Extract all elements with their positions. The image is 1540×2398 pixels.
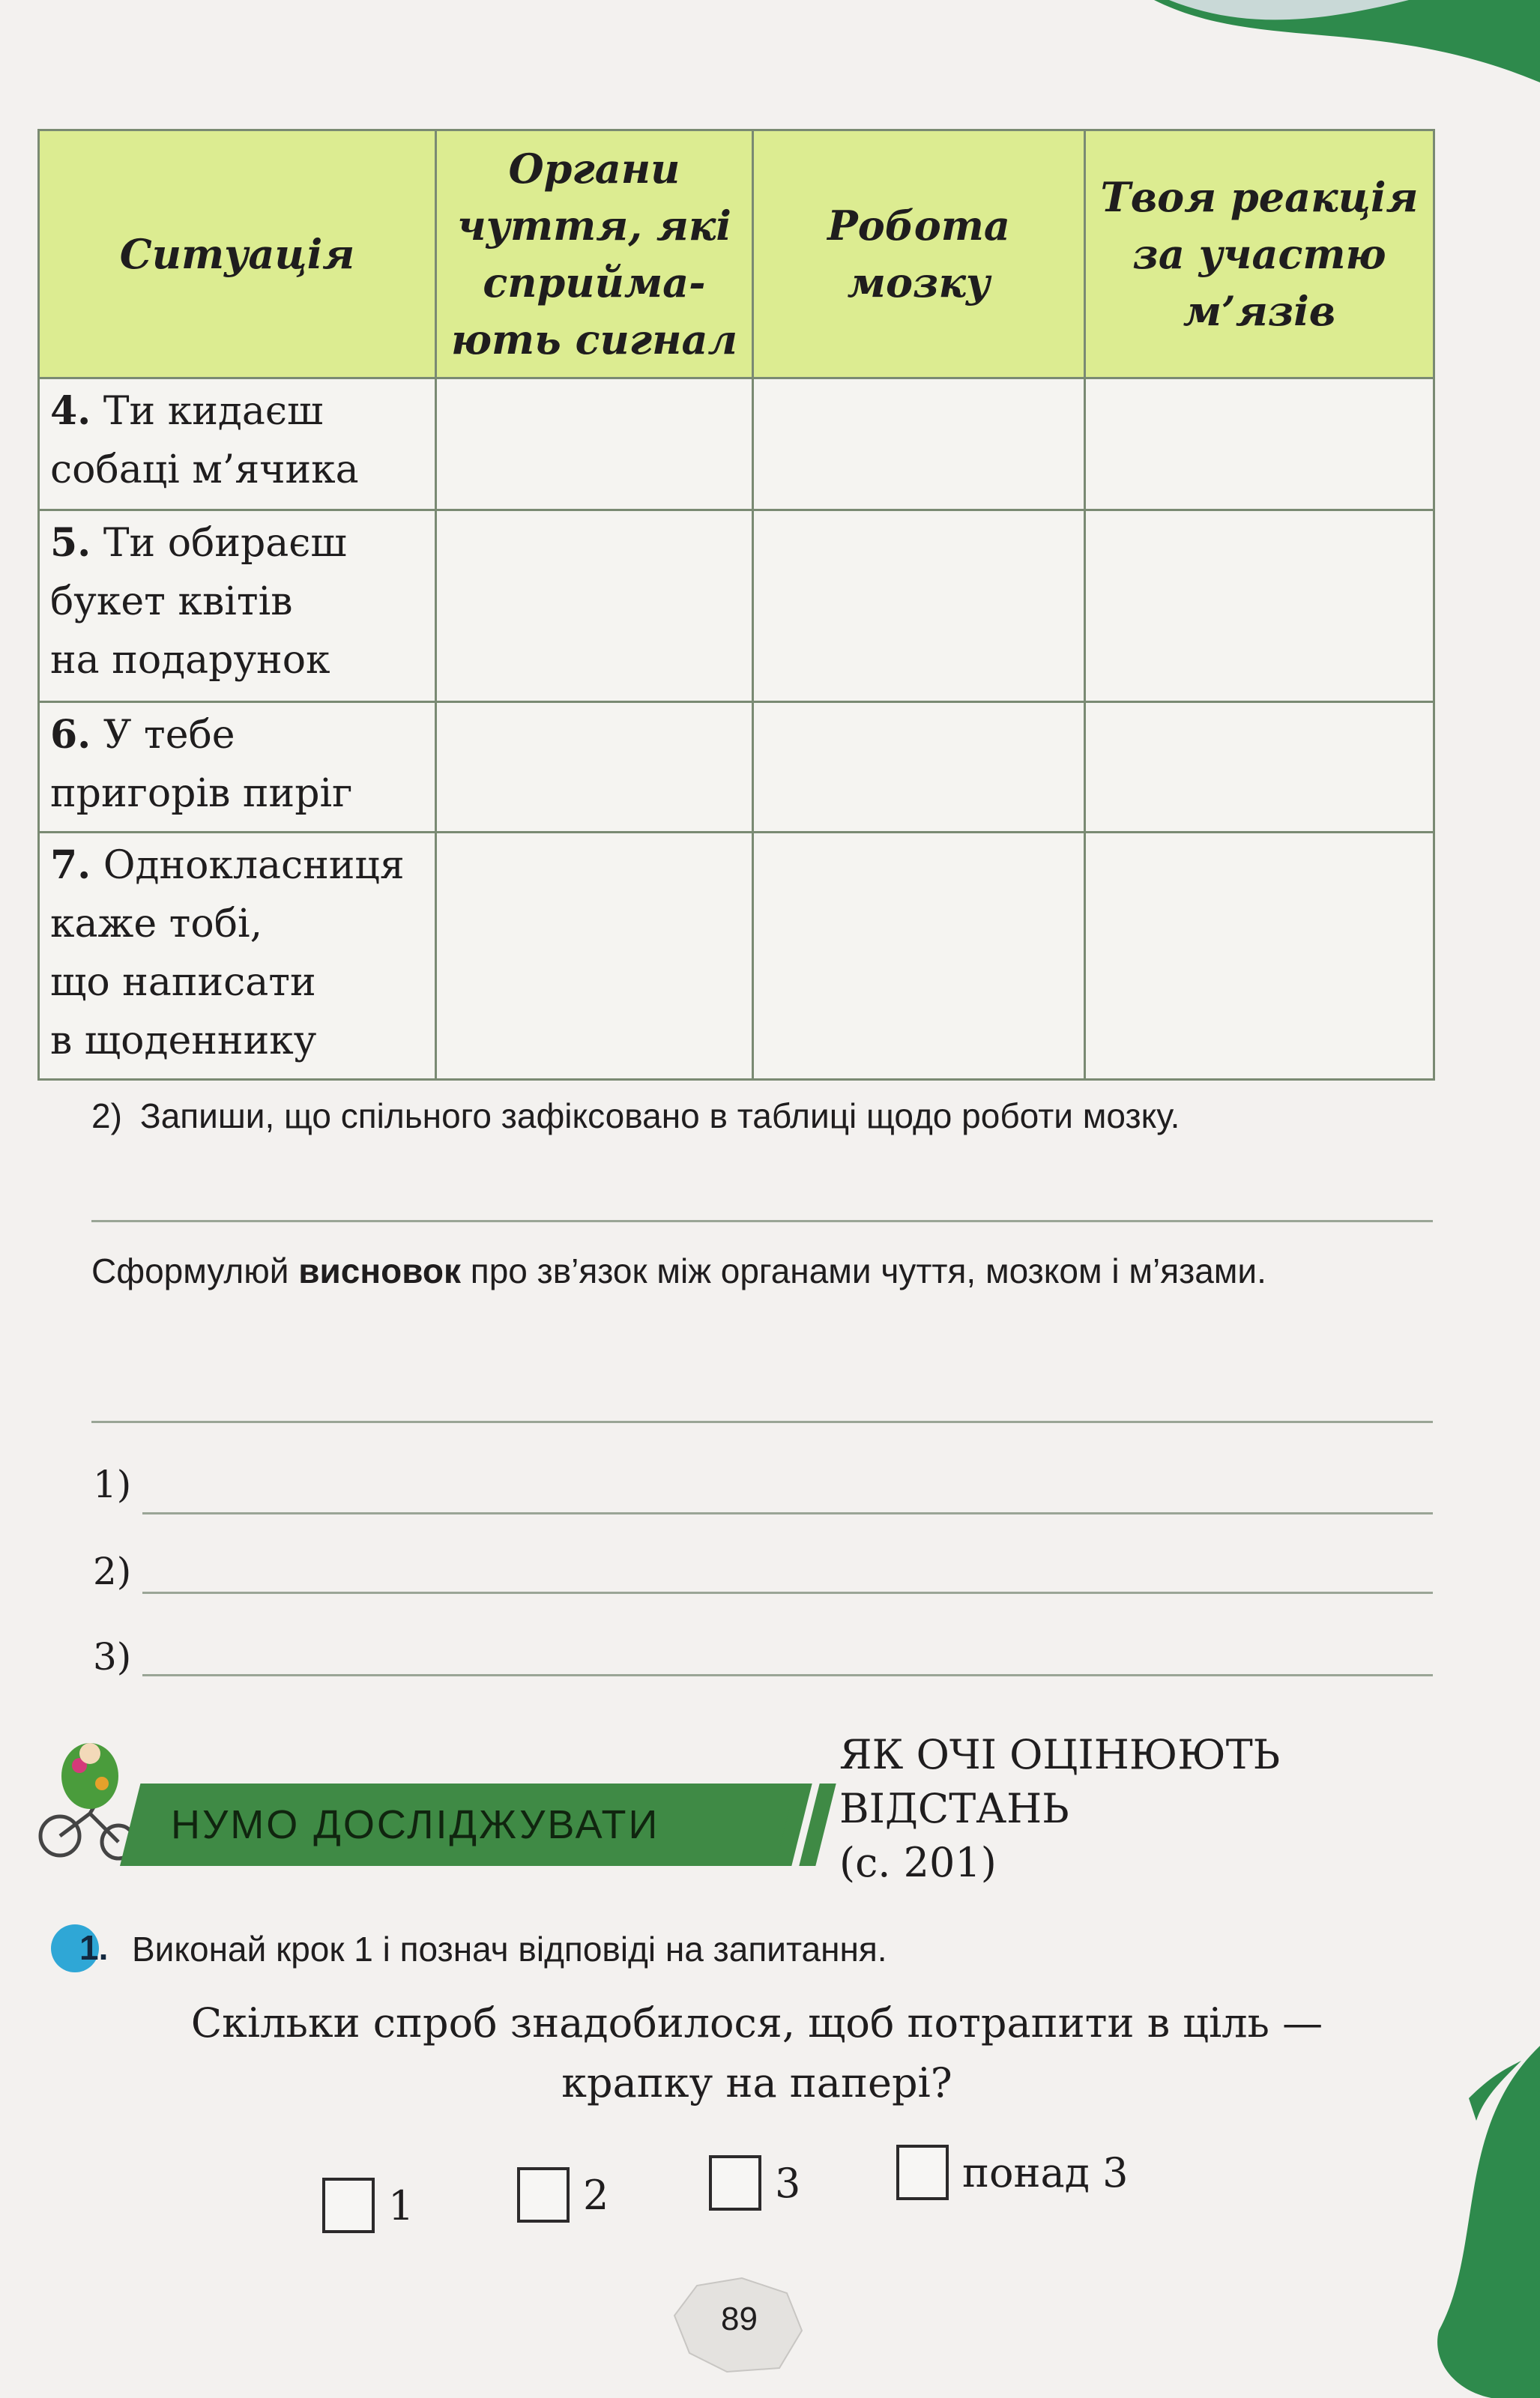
- sense-organs-answer-cell[interactable]: [436, 378, 753, 510]
- situation-cell: [39, 510, 436, 702]
- muscle-reaction-answer-cell[interactable]: [1085, 833, 1434, 1080]
- muscle-reaction-answer-cell[interactable]: [1085, 510, 1434, 702]
- conclusion-text-end: про зв’язок між органами чуття, мозком і м’язами.: [461, 1251, 1266, 1290]
- option-1[interactable]: [322, 2178, 414, 2233]
- task-2-text: Запиши, що спільного зафіксовано в таблиці щодо роботи мозку.: [139, 1096, 1180, 1135]
- conclusion-answer-line[interactable]: [142, 1674, 1433, 1676]
- question-line-2: крапку на папері?: [561, 2059, 952, 2106]
- option-label: понад 3: [962, 2148, 1129, 2196]
- muscle-reaction-answer-cell[interactable]: [1085, 378, 1434, 510]
- conclusion-answer-line[interactable]: [142, 1592, 1433, 1594]
- header-sense-organs: Органи чуття, які сприйма- ють сигнал: [436, 130, 753, 378]
- situation-text: Ти обираєш букет квітів на подарунок: [50, 521, 347, 683]
- situation-number: 4.: [50, 388, 91, 434]
- page-number: 89: [721, 2301, 758, 2337]
- header-situation: Ситуація: [39, 130, 436, 378]
- option-label: 3: [775, 2159, 801, 2207]
- question-line-1: Скільки спроб знадобилося, щоб потрапити в ціль —: [190, 1999, 1323, 2047]
- experiment-page-reference: (с. 201): [839, 1839, 997, 1886]
- experiment-title-line-2: ВІДСТАНЬ: [839, 1785, 1069, 1832]
- muscle-reaction-answer-cell[interactable]: [1085, 702, 1434, 833]
- conclusion-item-number: 1): [93, 1463, 132, 1506]
- situation-text: У тебе пригорів пиріг: [50, 713, 353, 816]
- situation-number: 7.: [50, 842, 91, 888]
- table-row: [39, 702, 1434, 833]
- table-row: [39, 833, 1434, 1080]
- option-2[interactable]: [517, 2167, 609, 2223]
- table-row: [39, 510, 1434, 702]
- task-1-number: 1.: [79, 1928, 109, 1967]
- answer-line[interactable]: [91, 1421, 1433, 1423]
- situation-number: 6.: [50, 712, 91, 758]
- situation-number: 5.: [50, 520, 91, 566]
- sense-organs-answer-cell[interactable]: [436, 510, 753, 702]
- sense-organs-answer-cell[interactable]: [436, 833, 753, 1080]
- brain-work-answer-cell[interactable]: [753, 833, 1085, 1080]
- option-label: 2: [583, 2171, 609, 2219]
- brain-work-answer-cell[interactable]: [753, 510, 1085, 702]
- task-2-instruction: [91, 1096, 1180, 1136]
- option-label: 1: [388, 2181, 414, 2229]
- conclusion-item-number: 3): [93, 1635, 132, 1679]
- table-row: [39, 378, 1434, 510]
- situation-text: Ти кидаєш собаці м’ячика: [50, 389, 359, 492]
- checkbox[interactable]: [322, 2178, 375, 2233]
- section-banner-label: НУМО ДОСЛІДЖУВАТИ: [171, 1802, 660, 1847]
- brain-work-answer-cell[interactable]: [753, 378, 1085, 510]
- option-3[interactable]: [709, 2155, 800, 2211]
- brain-work-answer-cell[interactable]: [753, 702, 1085, 833]
- conclusion-text-start: Сформулюй: [91, 1251, 299, 1290]
- conclusion-keyword: висновок: [298, 1251, 462, 1290]
- sense-organs-answer-cell[interactable]: [436, 702, 753, 833]
- top-right-leaf-decoration: [1124, 0, 1540, 90]
- situation-cell: [39, 702, 436, 833]
- answer-line[interactable]: [91, 1220, 1433, 1222]
- conclusion-item-number: 2): [93, 1550, 132, 1593]
- experiment-title-line-1: ЯК ОЧІ ОЦІНЮЮТЬ: [839, 1731, 1281, 1778]
- situation-text: Однокласниця каже тобі, що написати в щоденнику: [50, 843, 405, 1063]
- observation-table: [37, 129, 1435, 1081]
- experiment-title: [839, 1728, 1280, 1890]
- task-2-number: 2): [91, 1096, 122, 1135]
- conclusion-answer-line[interactable]: [142, 1512, 1433, 1514]
- header-brain-work: Робота мозку: [753, 130, 1085, 378]
- conclusion-instruction: [91, 1247, 1433, 1295]
- checkbox[interactable]: [709, 2155, 761, 2211]
- header-muscle-reaction: Твоя реакція за участю м’язів: [1085, 130, 1434, 378]
- situation-cell: [39, 833, 436, 1080]
- situation-cell: [39, 378, 436, 510]
- option-more-than-3[interactable]: [896, 2145, 1128, 2200]
- question-text: [142, 1993, 1371, 2113]
- table-header-row: [39, 130, 1434, 378]
- checkbox[interactable]: [896, 2145, 949, 2200]
- bottom-right-leaf-decoration: [1409, 2016, 1540, 2398]
- checkbox[interactable]: [517, 2167, 570, 2223]
- task-1-instruction: Виконай крок 1 і познач відповіді на запитання.: [132, 1930, 887, 1969]
